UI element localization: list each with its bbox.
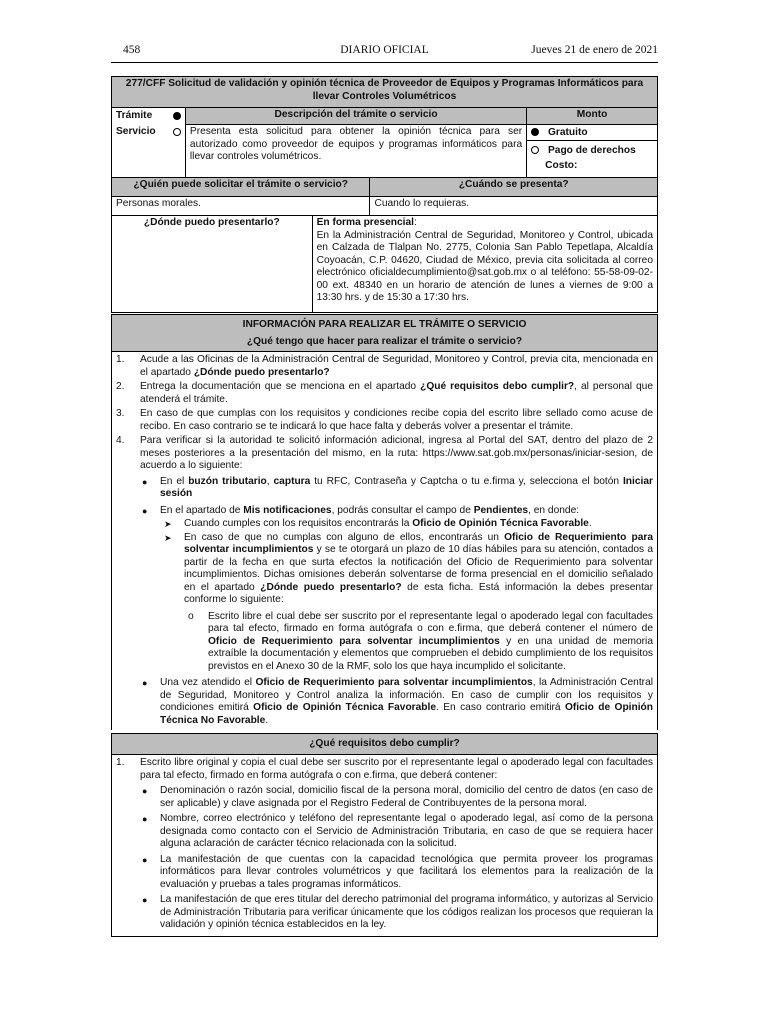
tramite-radio-icon — [173, 112, 181, 120]
step-1: 1. Acude a las Oficinas de la Administración Central de Seguridad, Monitoreo y Control, previa cita, mencionada en el apartado ¿Dónde puedo presentarlo? — [116, 354, 653, 378]
arrow-item-requerimiento: ➤ En caso de que no cumplas con alguno de ellos, encontrarás un Oficio de Requerimiento para solventar incumplimientos y se te otorgará un plazo de 10 días hábiles para su atención, contados a partir de la fecha en que surta efectos la notificación del Oficio de Requerimiento para solventar incumplimientos. Dichas omisiones deberán solventarse de forma presencial en el domicilio señalado en el apartado ¿Dónde puedo presentarlo? de esta ficha. Está información la debes presentar conforme lo siguiente: — [164, 531, 653, 605]
sub-bullet-icon: o — [188, 610, 194, 622]
step-2: 2. Entrega la documentación que se menciona en el apartado ¿Qué requisitos debo cumplir?, al personal que atenderá el trámite. — [116, 381, 653, 405]
step-3: 3. En caso de que cumplas con los requisitos y condiciones recibe copia del escrito libre sellado como acuse de recibo. En caso contrario se te indicará lo que hace falta y deberás volver a presentar el trámite. — [116, 408, 653, 432]
donde-header: ¿Dónde puedo presentarlo? — [112, 216, 313, 313]
bullet-atendido: ● Una vez atendido el Oficio de Requerimiento para solventar incumplimientos, la Administración Central de Seguridad, Monitoreo y Control analiza la información. En caso de cumplir con los requisitos y condiciones emitirá Oficio de Opinión Técnica Favorable. En caso contrario emitirá Oficio de Opinión Técnica No Favorable. — [142, 677, 653, 726]
quien-value: Personas morales. — [112, 197, 370, 216]
arrow-icon: ➤ — [164, 519, 172, 529]
requisito-item: ● Nombre, correo electrónico y teléfono del representante legal o apoderado legal, así como de la persona designada como contacto con el Servicio de Administración Tributaria, en caso de que se requiera hacer alguna aclaración de carácter técnico relacionada con la solicitud. — [142, 813, 653, 849]
servicio-radio-icon — [173, 128, 181, 136]
tipo-cell — [112, 108, 186, 178]
bullet-notificaciones: ● En el apartado de Mis notificaciones, podrás consultar el campo de Pendientes, en donde: — [142, 504, 580, 516]
sub-item-escrito: o Escrito libre el cual debe ser suscrito por el representante legal o apoderado legal con facultades para tal efecto, firmado en forma autógrafa o con e.firma, que deberá contener el número de Oficio de Requerimiento para solventar incumplimientos y en una unidad de memoria extraíble la documentación y elementos que comprueben el debido cumplimiento de los requisitos previstos en el Anexo 30 de la RMF, solo los que haya incumplido el solicitante. — [188, 610, 653, 672]
desc-text: Presenta esta solicitud para obtener la opinión técnica para ser autorizado como proveedor de equipos y programas informáticos para llevar controles volumétricos. — [185, 125, 526, 178]
requisito-item: ● La manifestación de que cuentas con la capacidad tecnológica que permita proveer los programas informáticos para llevar controles volumétricos y que facilitará los elementos para la realización de la evaluación y pruebas a tales programas informáticos. — [142, 853, 653, 890]
requisitos-title: ¿Qué requisitos debo cumplir? — [112, 734, 657, 755]
servicio-label: Servicio — [116, 126, 156, 137]
monto-cell — [527, 125, 658, 178]
bullet-icon: ● — [142, 854, 148, 865]
bullet-icon: ● — [142, 505, 148, 516]
info-steps — [112, 352, 657, 730]
bullet-icon: ● — [142, 476, 148, 487]
ficha-title: 277/CFF Solicitud de validación y opinión técnica de Proveedor de Equipos y Programas Informáticos para llevar Controles Volumétricos — [112, 77, 658, 108]
publication-date: Jueves 21 de enero de 2021 — [531, 44, 658, 56]
bullet-icon: ● — [142, 786, 148, 796]
tramite-label: Trámite — [116, 110, 153, 121]
desc-header: Descripción del trámite o servicio — [185, 108, 526, 125]
page-header — [111, 44, 658, 60]
arrow-item-favorable: ➤ Cuando cumples con los requisitos encontrarás la Oficio de Opinión Técnica Favorable. — [164, 518, 592, 529]
bullet-icon: ● — [142, 678, 148, 688]
step-4: 4. Para verificar si la autoridad te solicitó información adicional, ingresa al Portal del SAT, dentro del plazo de 2 meses posteriores a la presentación del mismo, en la ruta: https://www.sat.gob.mx/personas/iniciar-sesion, de acuerdo a lo siguiente: — [116, 435, 653, 471]
info-subtitle: ¿Qué tengo que hacer para realizar el trámite o servicio? — [112, 331, 657, 352]
quien-header: ¿Quién puede solicitar el trámite o servicio? — [112, 178, 370, 197]
page-number: 458 — [123, 44, 141, 56]
publication-name: DIARIO OFICIAL — [340, 44, 429, 56]
bullet-buzon: ● En el buzón tributario, captura tu RFC, Contraseña y Captcha o tu e.firma y, selecciona el botón Iniciar sesión — [142, 475, 653, 499]
requisitos-list — [112, 755, 657, 932]
gratuito-label: Gratuito — [547, 127, 588, 138]
requisito-1: 1. Escrito libre original y copia el cual debe ser suscrito por el representante legal o apoderado legal con facultades para tal efecto, firmado en forma autógrafa o con e.firma, que deberá contener: — [116, 757, 653, 781]
cuando-header: ¿Cuándo se presenta? — [370, 178, 658, 197]
bullet-icon: ● — [142, 814, 148, 824]
pago-radio-icon — [531, 146, 539, 154]
info-section — [111, 314, 658, 730]
bullet-icon: ● — [142, 895, 148, 905]
gratuito-radio-icon — [531, 128, 539, 136]
arrow-icon: ➤ — [164, 532, 172, 543]
cuando-value: Cuando lo requieras. — [370, 197, 658, 216]
ficha-table — [111, 76, 658, 313]
requisitos-section — [111, 733, 658, 937]
donde-text: En la Administración Central de Seguridad, Monitoreo y Control, ubicada en Calzada de Tlalpan No. 2775, Colonia San Pablo Tepetlapa, Alcaldía Coyoacán, C.P. 04620, Ciudad de México, previa cita solicitada al correo electrónico oficialdecumplimiento@sat.gob.mx o al teléfono: 55-58-09-02-00 ext. 48340 en un horario de atención de lunes a viernes de 9:00 a 13:30 hrs. y de 15:30 a 17:30 hrs. — [316, 229, 653, 303]
pago-label: Pago de derechos — [547, 145, 636, 156]
donde-title: En forma presencial — [316, 217, 414, 228]
donde-cell: En forma presencial: En la Administración Central de Seguridad, Monitoreo y Control, ubicada en Calzada de Tlalpan No. 2775, Colonia San Pablo Tepetlapa, Alcaldía Coyoacán, C.P. 04620, Ciudad de México, previa cita solicitada al correo electrónico oficialdecumplimiento@sat.gob.mx o al teléfono: 55-58-09-02-00 ext. 48340 en un horario de atención de lunes a viernes de 9:00 a 13:30 hrs. y de 15:30 a 17:30 hrs. — [312, 216, 657, 313]
requisito-item: ● La manifestación de que eres titular del derecho patrimonial del programa informático, y autorizas al Servicio de Administración Tributaria para verificar únicamente que los códigos realizan los procesos que requieran la validación y opinión técnica establecidos en la ley. — [142, 894, 653, 930]
header-rule — [111, 62, 658, 63]
monto-header: Monto — [527, 108, 658, 125]
info-title: INFORMACIÓN PARA REALIZAR EL TRÁMITE O SERVICIO — [112, 315, 657, 331]
requisito-item: ● Denominación o razón social, domicilio fiscal de la persona moral, domicilio del centro de datos (en caso de ser aplicable) y clave asignada por el Registro Federal de Contribuyentes de la persona moral. — [142, 785, 653, 809]
costo-label: Costo: — [545, 159, 578, 171]
